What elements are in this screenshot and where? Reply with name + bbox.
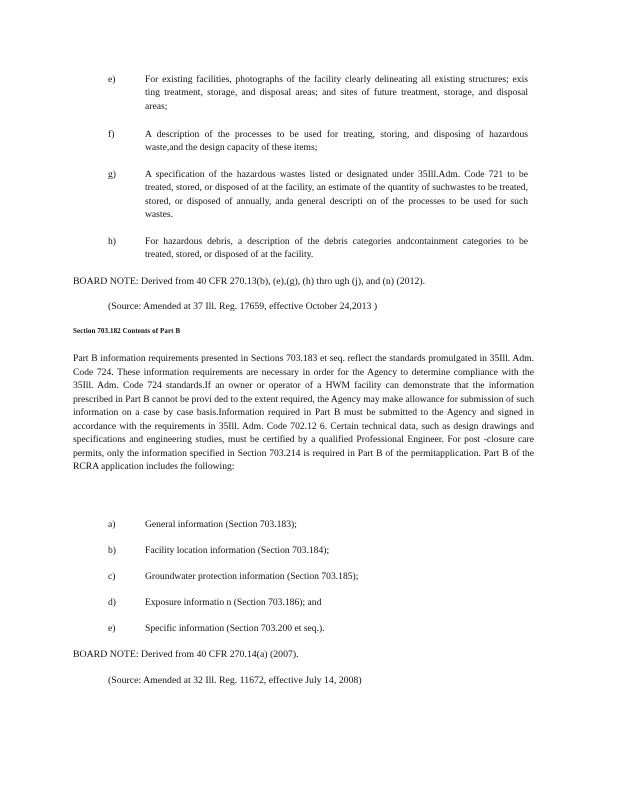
list-item-text: Groundwater protection information (Section 703.185); xyxy=(145,571,359,582)
list-item-label: h) xyxy=(108,236,116,247)
list-item-text: For hazardous debris, a description of the debris categories andcontainment categories to be treated, stored, or disposed of at the facility. xyxy=(145,236,528,261)
list-item-text: Facility location information (Section 703.184); xyxy=(145,545,330,556)
source-note: (Source: Amended at 37 Ill. Reg. 17659, effective October 24,2013 ) xyxy=(108,301,378,312)
list-item-label: d) xyxy=(108,597,116,608)
list-item-text: A specification of the hazardous wastes listed or designated under 35Ill.Adm. Code 721 to be treated, stored, or disposed of at the facility, an estimate of the quantity of suchwastes to be treated, stored, or disposed of annually, anda general descripti on of the processes to be used for such wastes. xyxy=(145,169,528,220)
board-note: BOARD NOTE: Derived from 40 CFR 270.13(b), (e),(g), (h) thro ugh (j), and (n) (2012). xyxy=(73,276,426,287)
board-note: BOARD NOTE: Derived from 40 CFR 270.14(a) (2007). xyxy=(73,649,299,660)
list-item-label: c) xyxy=(108,571,116,582)
list-item-label: e) xyxy=(108,74,116,85)
list-item-label: f) xyxy=(108,129,115,140)
list-item-label: e) xyxy=(108,623,116,634)
source-note: (Source: Amended at 32 Ill. Reg. 11672, effective July 14, 2008) xyxy=(108,675,362,686)
list-item-text: A description of the processes to be used for treating, storing, and disposing of hazardous waste,and the design capacity of these items; xyxy=(145,129,528,154)
list-item-label: a) xyxy=(108,519,116,530)
section-heading: Section 703.182 Contents of Part B xyxy=(73,327,181,335)
list-item-label: g) xyxy=(108,169,116,180)
list-item-text: For existing facilities, photographs of the facility clearly delineating all existing structures; exis ting treatment, storage, and disposal areas; and sites of future treatment, storage, and disposal areas; xyxy=(145,74,528,112)
section-paragraph: Part B information requirements presented in Sections 703.183 et seq. reflect the standards promulgated in 35Ill. Adm. Code 724. These information requirements are necessary in order for the Agency to determine compliance with the 35Ill. Adm. Code 724 standards.If an owner or operator of a HWM facility can demonstrate that the information prescribed in Part B cannot be provi ded to the extent required, the Agency may make allowance for submission of such information on a case by case basis.Information required in Part B must be submitted to the Agency and signed in accordance with the requirements in 35Ill. Adm. Code 702.12 6. Certain technical data, such as design drawings and specifications and engineering studies, must be certified by a qualified Professional Engineer. For post -closure care permits, only the information specified in Section 703.214 is required in Part B of the permitapplication. Part B of the RCRA application includes the following: xyxy=(73,353,534,472)
list-item-text: General information (Section 703.183); xyxy=(145,519,297,530)
list-item-label: b) xyxy=(108,545,116,556)
list-item-text: Specific information (Section 703.200 et seq.). xyxy=(145,623,325,634)
list-item-text: Exposure informatio n (Section 703.186); and xyxy=(145,597,322,608)
